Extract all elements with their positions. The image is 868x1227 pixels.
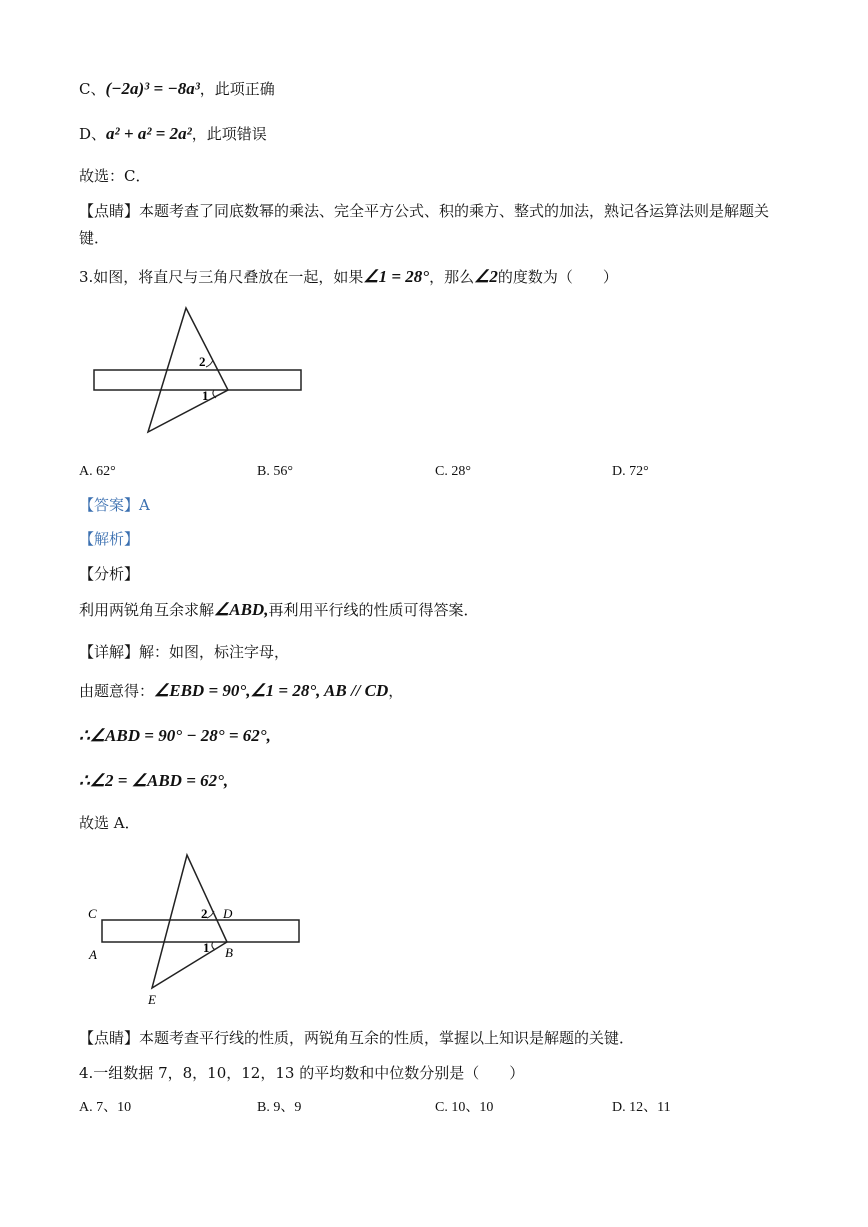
fenxi-suffix: 再利用平行线的性质可得答案． — [268, 601, 479, 619]
figure-2-angle-1: 1 — [203, 940, 210, 955]
choose-c: 故选：C． — [79, 167, 151, 185]
given-suffix: ， — [388, 682, 404, 700]
choose-a: 故选 A． — [79, 814, 140, 832]
figure-1-ruler — [94, 370, 301, 390]
q4-option-b[interactable]: B. 9、9 — [257, 1100, 302, 1115]
question-3-suffix: 的度数为（ ） — [497, 268, 618, 286]
option-c-prefix: C、 — [79, 80, 106, 98]
q3-option-b[interactable]: B. 56° — [257, 464, 293, 479]
option-c-suffix: ，此项正确 — [199, 80, 275, 98]
given-prefix: 由题意得： — [79, 682, 155, 700]
q3-option-c[interactable]: C. 28° — [435, 464, 471, 479]
figure-2-angle-2: 2 — [201, 906, 208, 921]
step-2: ∴∠2 = ∠ABD = 62°, — [79, 771, 229, 790]
given-text — [79, 681, 403, 701]
fenxi-tag: 【分析】 — [79, 565, 140, 583]
comment-1: 【点睛】本题考查了同底数幂的乘法、完全平方公式、积的乘方、整式的加法，熟记各运算法则是解题关键． — [79, 202, 770, 247]
question-3-middle: ，那么 — [429, 268, 475, 286]
fenxi-text — [79, 600, 478, 620]
option-d-prefix: D、 — [79, 125, 107, 143]
figure-2-label-a: A — [89, 947, 97, 962]
fenxi-prefix: 利用两锐角互余求解 — [79, 601, 215, 619]
option-c-line — [79, 79, 275, 99]
given-formula: ∠EBD = 90°,∠1 = 28°, AB // CD — [154, 681, 389, 700]
comment-2: 【点睛】本题考查平行线的性质，两锐角互余的性质，掌握以上知识是解题的关键． — [79, 1029, 635, 1047]
question-3-formula-1: ∠1 = 28° — [363, 267, 430, 286]
q3-option-d[interactable]: D. 72° — [612, 464, 649, 479]
figure-1-angle-1: 1 — [202, 388, 209, 403]
q3-option-a[interactable]: A. 62° — [79, 464, 116, 479]
figure-2-labeled — [85, 850, 315, 1010]
analysis-tag: 【解析】 — [79, 530, 140, 548]
fenxi-formula: ∠ABD, — [214, 600, 269, 619]
figure-2-ruler — [102, 920, 299, 942]
q4-option-c[interactable]: C. 10、10 — [435, 1100, 494, 1115]
question-3 — [79, 267, 618, 287]
option-c-formula: (−2a)³ = −8a³ — [105, 79, 200, 98]
figure-2-label-e: E — [148, 992, 156, 1007]
figure-2-label-d: D — [223, 906, 233, 921]
answer-tag: 【答案】A — [79, 496, 150, 514]
q4-option-a[interactable]: A. 7、10 — [79, 1100, 132, 1115]
figure-2-label-c: C — [88, 906, 97, 921]
option-d-line — [79, 124, 267, 144]
figure-1-ruler-triangle — [90, 305, 310, 435]
figure-1-angle-2: 2 — [199, 354, 206, 369]
q4-option-d[interactable]: D. 12、11 — [612, 1100, 671, 1115]
question-3-formula-2: ∠2 — [474, 267, 498, 286]
step-1: ∴∠ABD = 90° − 28° = 62°, — [79, 726, 271, 745]
question-4: 4.一组数据 7，8，10，12，13 的平均数和中位数分别是（ ） — [79, 1064, 525, 1082]
option-d-suffix: ，此项错误 — [191, 125, 267, 143]
figure-2-triangle — [152, 855, 227, 988]
detail-text: 【详解】解：如图，标注字母， — [79, 643, 290, 661]
option-d-formula: a² + a² = 2a² — [106, 124, 192, 143]
question-3-prefix: 3.如图，将直尺与三角尺叠放在一起，如果 — [79, 268, 364, 286]
figure-2-label-b: B — [225, 945, 233, 960]
